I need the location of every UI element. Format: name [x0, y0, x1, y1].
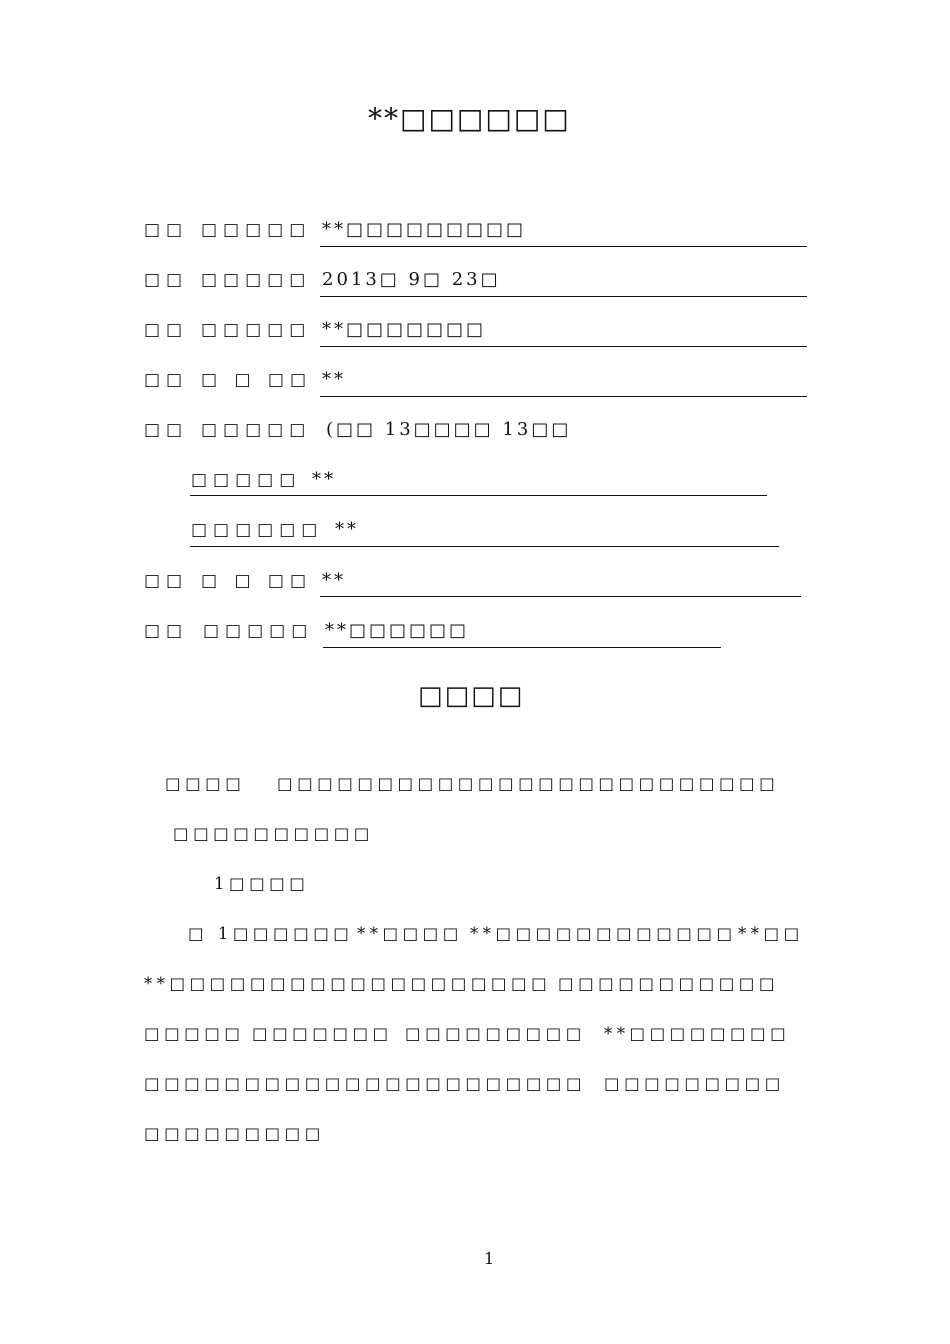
field-underline — [320, 246, 807, 247]
page-number: 1 — [484, 1249, 495, 1268]
field-label: □□□□□ — [201, 220, 312, 240]
field-underline — [320, 396, 807, 397]
field-underline — [190, 495, 767, 496]
body-text-segment: □ 1□□□□□□ — [188, 924, 354, 943]
body-text-segment: □□□□□□□□□□□□□□□□□□□□□□ — [144, 1074, 586, 1093]
field-value: ** — [335, 519, 359, 540]
field-value: 2013□ 9□ 23□ — [322, 269, 501, 290]
field-underline — [323, 647, 721, 648]
body-text-segment: □□□□ — [165, 774, 246, 793]
field-label: □□□□□ — [201, 420, 312, 440]
body-text-segment: □□□□□□□□□□□ — [558, 974, 779, 993]
body-text-segment: □□□□□□□□□□ — [173, 824, 374, 843]
field-value: **□□□□□□□□□ — [322, 219, 527, 240]
field-underline — [320, 596, 801, 597]
field-underline — [190, 546, 779, 547]
body-text-segment: **□□□□□□□□ — [604, 1024, 791, 1043]
body-text-segment: **□□□□□□□□□□□□□□□□□□□ — [144, 974, 552, 993]
body-text-segment: **□□ — [738, 924, 804, 943]
field-value: **□□□□□□□ — [322, 319, 487, 340]
field-label: □ □ □□ — [201, 571, 313, 591]
field-number: □□ — [144, 571, 189, 591]
body-text-segment: □□□□□□□□□□□□□□□□□□□□□□□□□ — [277, 774, 780, 793]
document-title: **□□□□□□ — [368, 102, 571, 135]
body-text-segment: □□□□□□□□□ — [144, 1124, 325, 1143]
field-value: ** — [322, 570, 346, 591]
field-label: □□□□□ — [201, 270, 312, 290]
field-label: □□□□□ — [203, 621, 314, 641]
field-value: **□□□□□□ — [325, 620, 470, 641]
body-text-segment: 1□□□□ — [214, 874, 310, 893]
body-text-segment: **□□□□□□□□□□□□ — [470, 924, 737, 943]
body-text-segment: □□□□□ — [144, 1024, 245, 1043]
field-value: ** — [312, 469, 336, 490]
body-text-segment: □□□□□□□□□ — [405, 1024, 586, 1043]
field-label: □□□□□ — [201, 320, 312, 340]
field-label: □□□□□ — [191, 470, 302, 490]
field-value: ** — [322, 369, 346, 390]
field-label: □□□□□□ — [191, 520, 324, 540]
field-label: □ □ □□ — [201, 370, 313, 390]
body-text-segment: **□□□□ — [357, 924, 463, 943]
field-number: □□ — [144, 320, 189, 340]
body-text-segment: □□□□□□□□□ — [604, 1074, 785, 1093]
field-number: □□ — [144, 220, 189, 240]
field-number: □□ — [144, 621, 189, 641]
field-underline — [320, 346, 807, 347]
field-value: (□□ 13□□□□ 13□□ — [326, 419, 572, 440]
body-text-segment: □□□□□□□ — [252, 1024, 393, 1043]
section-title: □□□□ — [418, 681, 525, 711]
field-number: □□ — [144, 270, 189, 290]
field-number: □□ — [144, 370, 189, 390]
field-underline — [320, 296, 807, 297]
field-number: □□ — [144, 420, 189, 440]
